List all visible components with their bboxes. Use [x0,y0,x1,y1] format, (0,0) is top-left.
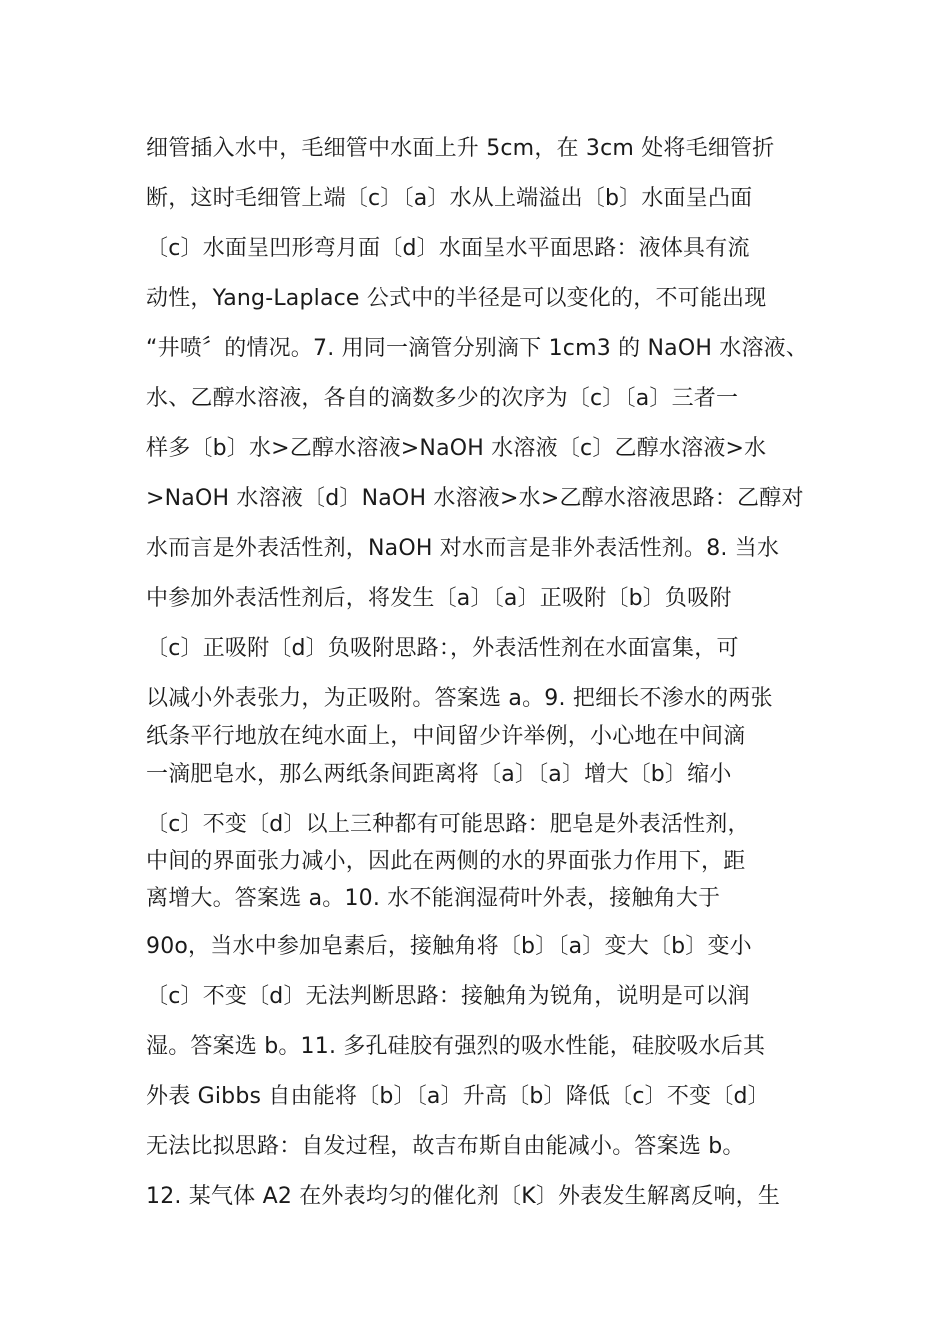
text-line: 〔c〕正吸附〔d〕负吸附思路：，外表活性剂在水面富集，可 [146,636,739,661]
text-line: 无法比拟思路：自发过程，故吉布斯自由能减小。答案选 b。 [146,1134,745,1159]
text-line: 中间的界面张力减小，因此在两侧的水的界面张力作用下，距 [146,849,746,874]
text-line: 样多〔b〕水>乙醇水溶液>NaOH 水溶液〔c〕乙醇水溶液>水 [146,436,767,461]
text-line: 〔c〕不变〔d〕无法判断思路：接触角为锐角，说明是可以润 [146,984,750,1009]
text-line: 水而言是外表活性剂，NaOH 对水而言是非外表活性剂。8. 当水 [146,536,780,561]
text-line: 湿。答案选 b。11. 多孔硅胶有强烈的吸水性能，硅胶吸水后其 [146,1034,766,1059]
text-line: 〔c〕不变〔d〕以上三种都有可能思路：肥皂是外表活性剂， [146,812,750,837]
text-line: 断，这时毛细管上端〔c〕〔a〕水从上端溢出〔b〕水面呈凸面 [146,186,753,211]
text-line: 纸条平行地放在纯水面上，中间留少许举例，小心地在中间滴 [146,724,746,749]
text-line: 以减小外表张力，为正吸附。答案选 a。9. 把细长不渗水的两张 [146,686,773,711]
text-line: 中参加外表活性剂后，将发生〔a〕〔a〕正吸附〔b〕负吸附 [146,586,732,611]
text-line: 90o，当水中参加皂素后，接触角将〔b〕〔a〕变大〔b〕变小 [146,934,752,959]
text-line: 细管插入水中，毛细管中水面上升 5cm，在 3cm 处将毛细管折 [146,136,775,161]
text-line: 一滴肥皂水，那么两纸条间距离将〔a〕〔a〕增大〔b〕缩小 [146,762,732,787]
text-line: 动性，Yang-Laplace 公式中的半径是可以变化的，不可能出现 [146,286,767,311]
text-line: “井喷〞的情况。7. 用同一滴管分别滴下 1cm3 的 NaOH 水溶液、 [146,336,809,361]
text-line: 外表 Gibbs 自由能将〔b〕〔a〕升高〔b〕降低〔c〕不变〔d〕 [146,1084,770,1109]
text-line: >NaOH 水溶液〔d〕NaOH 水溶液>水>乙醇水溶液思路：乙醇对 [146,486,804,511]
text-line: 12. 某气体 A2 在外表均匀的催化剂〔K〕外表发生解离反响，生 [146,1184,781,1209]
text-line: 水、乙醇水溶液，各自的滴数多少的次序为〔c〕〔a〕三者一 [146,386,739,411]
text-line: 〔c〕水面呈凹形弯月面〔d〕水面呈水平面思路：液体具有流 [146,236,750,261]
text-line: 离增大。答案选 a。10. 水不能润湿荷叶外表，接触角大于 [146,886,721,911]
